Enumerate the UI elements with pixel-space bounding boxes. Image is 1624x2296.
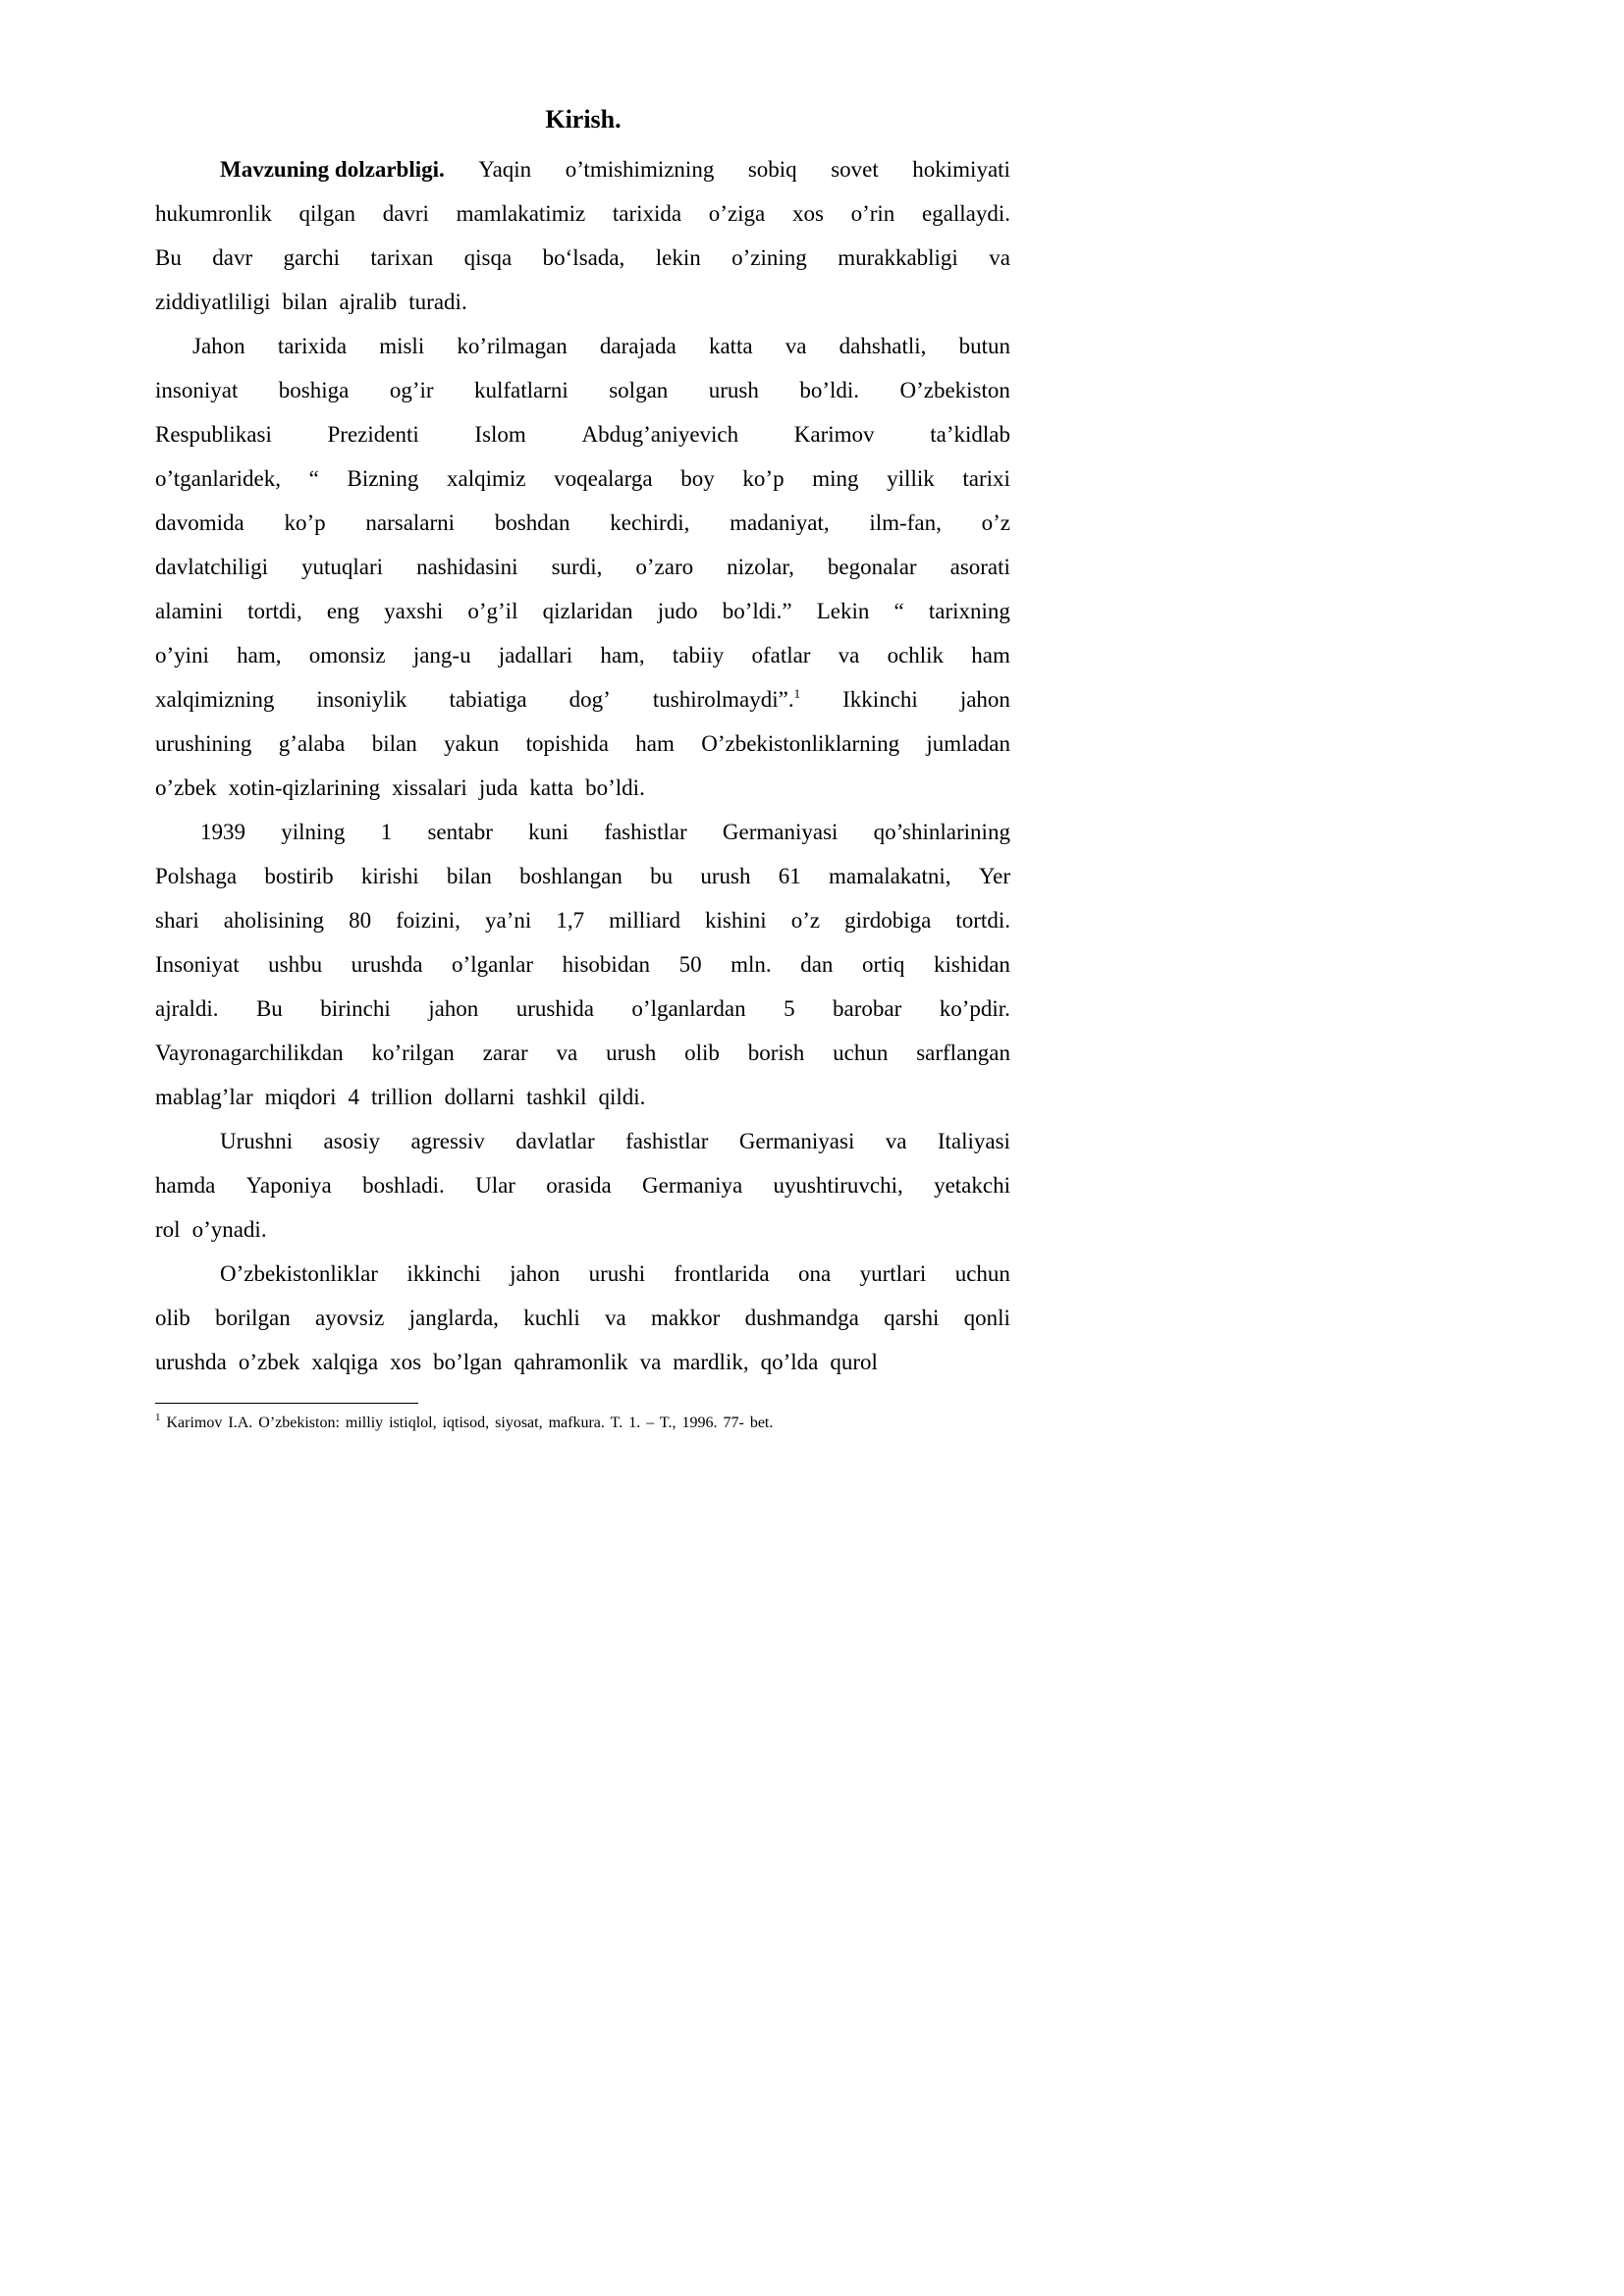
text-line: Polshaga bostirib kirishi bilan boshlangan bu urush 61 mamalakatni, Yer — [155, 864, 1010, 888]
text-line: o’tganlaridek, “ Bizning xalqimiz voqealarga boy ko’p ming yillik tarixi — [155, 466, 1010, 491]
text-line: shari aholisining 80 foizini, ya’ni 1,7 milliard kishini o’z girdobiga tortdi. — [155, 908, 1010, 933]
text-line: Urushni asosiy agressiv davlatlar fashistlar Germaniyasi va Italiyasi — [220, 1129, 1010, 1153]
text-line: o’yini ham, omonsiz jang-u jadallari ham, tabiiy ofatlar va ochlik ham — [155, 643, 1010, 667]
text-line: urushining g’alaba bilan yakun topishida ham O’zbekistonliklarning jumladan — [155, 731, 1010, 756]
text-line: Mavzuning dolzarbligi. Yaqin o’tmishimizning sobiq sovet hokimiyati — [155, 147, 1010, 191]
text-line: xalqimizning insoniylik tabiatiga dog’ tushirolmaydi”.$^1$ Ikkinchi jahon — [155, 686, 1010, 712]
text-line: ziddiyatliligi bilan ajralib turadi. — [155, 290, 467, 314]
text-line: Respublikasi Prezidenti Islom Abdug’aniyevich Karimov ta’kidlab — [155, 422, 1010, 447]
footnote-reference: 1 — [793, 686, 801, 701]
page-title: Kirish. — [545, 105, 622, 133]
text-line: hukumronlik qilgan davri mamlakatimiz tarixida o’ziga xos o’rin egallaydi. — [155, 201, 1010, 226]
footnote-text: Karimov I.A. O’zbekiston: milliy istiqlol, iqtisod, siyosat, mafkura. T. 1. – T., 1996. 77- bet. — [166, 1415, 774, 1431]
text-line: Insoniyat ushbu urushda o’lganlar hisobidan 50 mln. dan ortiq kishidan — [155, 952, 1010, 977]
text-line: urushda o’zbek xalqiga xos bo’lgan qahramonlik va mardlik, qo’lda qurol — [155, 1350, 878, 1374]
text-line: 1939 yilning 1 sentabr kuni fashistlar Germaniyasi qo’shinlarining — [200, 820, 1010, 844]
text-line: insoniyat boshiga og’ir kulfatlarni solgan urush bo’ldi. O’zbekiston — [155, 378, 1010, 402]
text-line: rol o’ynadi. — [155, 1217, 267, 1242]
footnote — [155, 1412, 773, 1435]
document-body — [155, 147, 1010, 1384]
footnote-number: 1 — [155, 1412, 161, 1423]
text-line: davlatchiligi yutuqlari nashidasini surdi, o’zaro nizolar, begonalar asorati — [155, 555, 1010, 579]
text-line: Bu davr garchi tarixan qisqa bo‘lsada, lekin o’zining murakkabligi va — [155, 245, 1010, 270]
section-lead: Mavzuning dolzarbligi. — [220, 157, 445, 182]
text-line: o’zbek xotin-qizlarining xissalari juda katta bo’ldi. — [155, 775, 645, 800]
text-line: alamini tortdi, eng yaxshi o’g’il qizlaridan judo bo’ldi.” Lekin “ tarixning — [155, 599, 1010, 623]
document-page — [0, 0, 1082, 1530]
text-line: mablag’lar miqdori 4 trillion dollarni tashkil qildi. — [155, 1085, 646, 1109]
text-line: O’zbekistonliklar ikkinchi jahon urushi frontlarida ona yurtlari uchun — [220, 1261, 1010, 1286]
footnote-separator — [155, 1403, 418, 1404]
text-line: Jahon tarixida misli ko’rilmagan darajada katta va dahshatli, butun — [192, 334, 1010, 358]
text-line: ajraldi. Bu birinchi jahon urushida o’lganlardan 5 barobar ko’pdir. — [155, 996, 1010, 1021]
text-line: davomida ko’p narsalarni boshdan kechirdi, madaniyat, ilm-fan, o’z — [155, 510, 1010, 535]
text-line: olib borilgan ayovsiz janglarda, kuchli va makkor dushmandga qarshi qonli — [155, 1306, 1010, 1330]
text-line: Vayronagarchilikdan ko’rilgan zarar va urush olib borish uchun sarflangan — [155, 1041, 1010, 1065]
text-line: hamda Yaponiya boshladi. Ular orasida Germaniya uyushtiruvchi, yetakchi — [155, 1173, 1010, 1198]
